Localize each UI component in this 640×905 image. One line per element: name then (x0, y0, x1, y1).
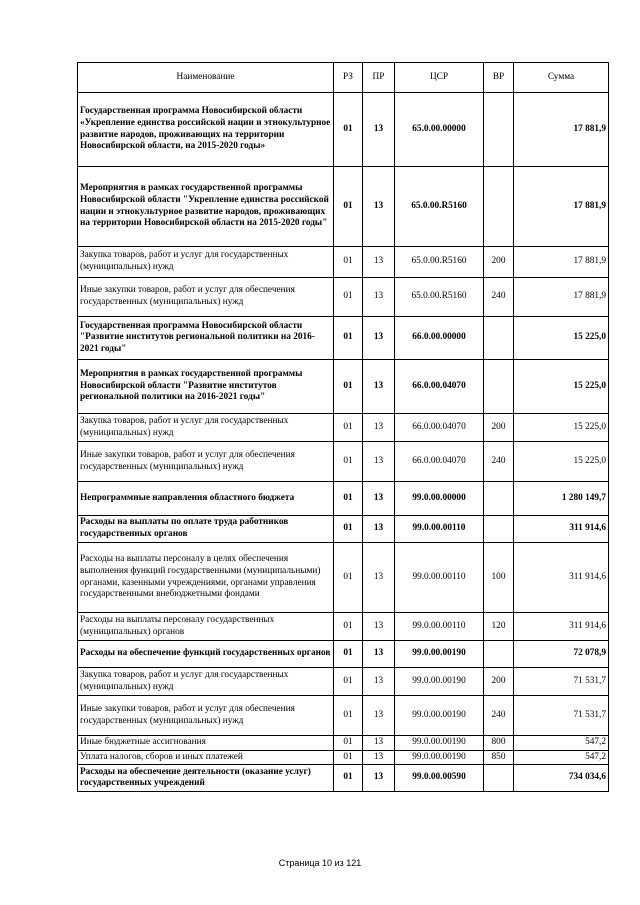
row-rz: 01 (334, 736, 363, 751)
row-sum: 71 531,7 (514, 696, 609, 736)
row-sum: 1 280 149,7 (514, 482, 609, 516)
table-row (78, 247, 609, 278)
row-pr: 13 (363, 414, 395, 442)
page-number: Страница 10 из 121 (278, 858, 362, 868)
row-name: Закупка товаров, работ и услуг для государственных (муниципальных) нужд (78, 668, 334, 696)
row-csr: 99.0.00.00190 (395, 750, 484, 765)
row-rz: 01 (334, 414, 363, 442)
table-header-row (78, 63, 609, 93)
row-csr: 66.0.00.04070 (395, 414, 484, 442)
row-sum: 15 225,0 (514, 317, 609, 360)
row-rz: 01 (334, 668, 363, 696)
row-rz: 01 (334, 93, 363, 167)
budget-table (77, 62, 609, 792)
row-pr: 13 (363, 765, 395, 792)
row-vr: 240 (484, 696, 514, 736)
row-name: Иные закупки товаров, работ и услуг для обеспечения государственных (муниципальных) нужд (78, 696, 334, 736)
row-vr: 800 (484, 736, 514, 751)
row-vr: 200 (484, 668, 514, 696)
row-pr: 13 (363, 247, 395, 278)
row-rz: 01 (334, 765, 363, 792)
row-pr: 13 (363, 167, 395, 247)
table-row (78, 482, 609, 516)
row-vr (484, 765, 514, 792)
row-rz: 01 (334, 442, 363, 482)
table-row (78, 442, 609, 482)
row-pr: 13 (363, 668, 395, 696)
row-csr: 65.0.00.R5160 (395, 167, 484, 247)
table-row (78, 414, 609, 442)
row-name: Иные закупки товаров, работ и услуг для обеспечения государственных (муниципальных) нужд (78, 278, 334, 317)
row-name: Мероприятия в рамках государственной программы Новосибирской области "Развитие институтов региональной политики на 2016-2021 годы" (78, 360, 334, 414)
row-vr (484, 93, 514, 167)
row-csr: 65.0.00.00000 (395, 93, 484, 167)
row-name: Иные бюджетные ассигнования (78, 736, 334, 751)
row-pr: 13 (363, 613, 395, 641)
row-pr: 13 (363, 736, 395, 751)
row-csr: 99.0.00.00110 (395, 543, 484, 613)
row-rz: 01 (334, 613, 363, 641)
row-name: Расходы на выплаты по оплате труда работников государственных органов (78, 516, 334, 543)
row-vr (484, 167, 514, 247)
row-rz: 01 (334, 696, 363, 736)
row-csr: 99.0.00.00110 (395, 613, 484, 641)
row-name: Государственная программа Новосибирской области «Укрепление единства российской нации и этнокультурное развитие народов, проживающих на территории Новосибирской области, на 2015-2020 годы» (78, 93, 334, 167)
row-name: Мероприятия в рамках государственной программы Новосибирской области "Укрепление единства российской нации и этнокультурное развитие народов, проживающих на территории Новосибирской области на 2015-2020 годы" (78, 167, 334, 247)
table-row (78, 696, 609, 736)
row-rz: 01 (334, 278, 363, 317)
row-rz: 01 (334, 482, 363, 516)
row-vr: 120 (484, 613, 514, 641)
row-rz: 01 (334, 317, 363, 360)
row-csr: 99.0.00.00190 (395, 696, 484, 736)
row-csr: 99.0.00.00190 (395, 668, 484, 696)
row-name: Расходы на обеспечение функций государственных органов (78, 641, 334, 668)
row-rz: 01 (334, 167, 363, 247)
table-row (78, 93, 609, 167)
table-row (78, 543, 609, 613)
row-csr: 66.0.00.04070 (395, 442, 484, 482)
row-vr (484, 482, 514, 516)
row-csr: 99.0.00.00590 (395, 765, 484, 792)
row-csr: 65.0.00.R5160 (395, 247, 484, 278)
row-vr: 240 (484, 442, 514, 482)
row-csr: 99.0.00.00190 (395, 736, 484, 751)
row-csr: 66.0.00.04070 (395, 360, 484, 414)
header-csr: ЦСР (395, 63, 484, 93)
row-pr: 13 (363, 696, 395, 736)
row-sum: 15 225,0 (514, 360, 609, 414)
row-vr (484, 360, 514, 414)
row-vr: 240 (484, 278, 514, 317)
row-sum: 311 914,6 (514, 613, 609, 641)
row-csr: 66.0.00.00000 (395, 317, 484, 360)
row-pr: 13 (363, 543, 395, 613)
row-rz: 01 (334, 750, 363, 765)
row-name: Уплата налогов, сборов и иных платежей (78, 750, 334, 765)
row-csr: 99.0.00.00110 (395, 516, 484, 543)
row-sum: 72 078,9 (514, 641, 609, 668)
row-pr: 13 (363, 750, 395, 765)
table-row (78, 765, 609, 792)
table-row (78, 360, 609, 414)
row-rz: 01 (334, 516, 363, 543)
row-sum: 15 225,0 (514, 442, 609, 482)
row-vr: 200 (484, 414, 514, 442)
table-row (78, 668, 609, 696)
row-vr (484, 317, 514, 360)
row-pr: 13 (363, 641, 395, 668)
row-vr: 200 (484, 247, 514, 278)
row-rz: 01 (334, 543, 363, 613)
row-sum: 17 881,9 (514, 278, 609, 317)
row-name: Иные закупки товаров, работ и услуг для обеспечения государственных (муниципальных) нужд (78, 442, 334, 482)
table-row (78, 167, 609, 247)
row-sum: 734 034,6 (514, 765, 609, 792)
row-pr: 13 (363, 317, 395, 360)
row-name: Расходы на обеспечение деятельности (оказание услуг) государственных учреждений (78, 765, 334, 792)
row-name: Расходы на выплаты персоналу в целях обеспечения выполнения функций государственными (муниципальными) органами, казенными учреждениями, органами управления государственными внебюджетными фондами (78, 543, 334, 613)
row-sum: 71 531,7 (514, 668, 609, 696)
row-name: Расходы на выплаты персоналу государственных (муниципальных) органов (78, 613, 334, 641)
row-sum: 15 225,0 (514, 414, 609, 442)
row-vr: 100 (484, 543, 514, 613)
table-row (78, 613, 609, 641)
table-row (78, 317, 609, 360)
row-sum: 547,2 (514, 736, 609, 751)
row-name: Непрограммные направления областного бюджета (78, 482, 334, 516)
table-row (78, 750, 609, 765)
table-row (78, 516, 609, 543)
row-csr: 65.0.00.R5160 (395, 278, 484, 317)
row-name: Закупка товаров, работ и услуг для государственных (муниципальных) нужд (78, 247, 334, 278)
row-rz: 01 (334, 247, 363, 278)
row-vr: 850 (484, 750, 514, 765)
row-sum: 311 914,6 (514, 516, 609, 543)
header-pr: ПР (363, 63, 395, 93)
header-vr: ВР (484, 63, 514, 93)
table-row (78, 278, 609, 317)
row-name: Закупка товаров, работ и услуг для государственных (муниципальных) нужд (78, 414, 334, 442)
row-sum: 17 881,9 (514, 93, 609, 167)
header-rz: РЗ (334, 63, 363, 93)
row-name: Государственная программа Новосибирской области "Развитие институтов региональной политики на 2016-2021 годы" (78, 317, 334, 360)
row-pr: 13 (363, 360, 395, 414)
row-rz: 01 (334, 360, 363, 414)
row-sum: 547,2 (514, 750, 609, 765)
row-csr: 99.0.00.00000 (395, 482, 484, 516)
header-name: Наименование (78, 63, 334, 93)
row-rz: 01 (334, 641, 363, 668)
row-vr (484, 516, 514, 543)
row-sum: 311 914,6 (514, 543, 609, 613)
row-pr: 13 (363, 482, 395, 516)
table-row (78, 641, 609, 668)
table-row (78, 736, 609, 751)
row-vr (484, 641, 514, 668)
row-sum: 17 881,9 (514, 247, 609, 278)
row-pr: 13 (363, 516, 395, 543)
row-pr: 13 (363, 93, 395, 167)
row-sum: 17 881,9 (514, 167, 609, 247)
row-pr: 13 (363, 442, 395, 482)
row-pr: 13 (363, 278, 395, 317)
header-sum: Сумма (514, 63, 609, 93)
row-csr: 99.0.00.00190 (395, 641, 484, 668)
